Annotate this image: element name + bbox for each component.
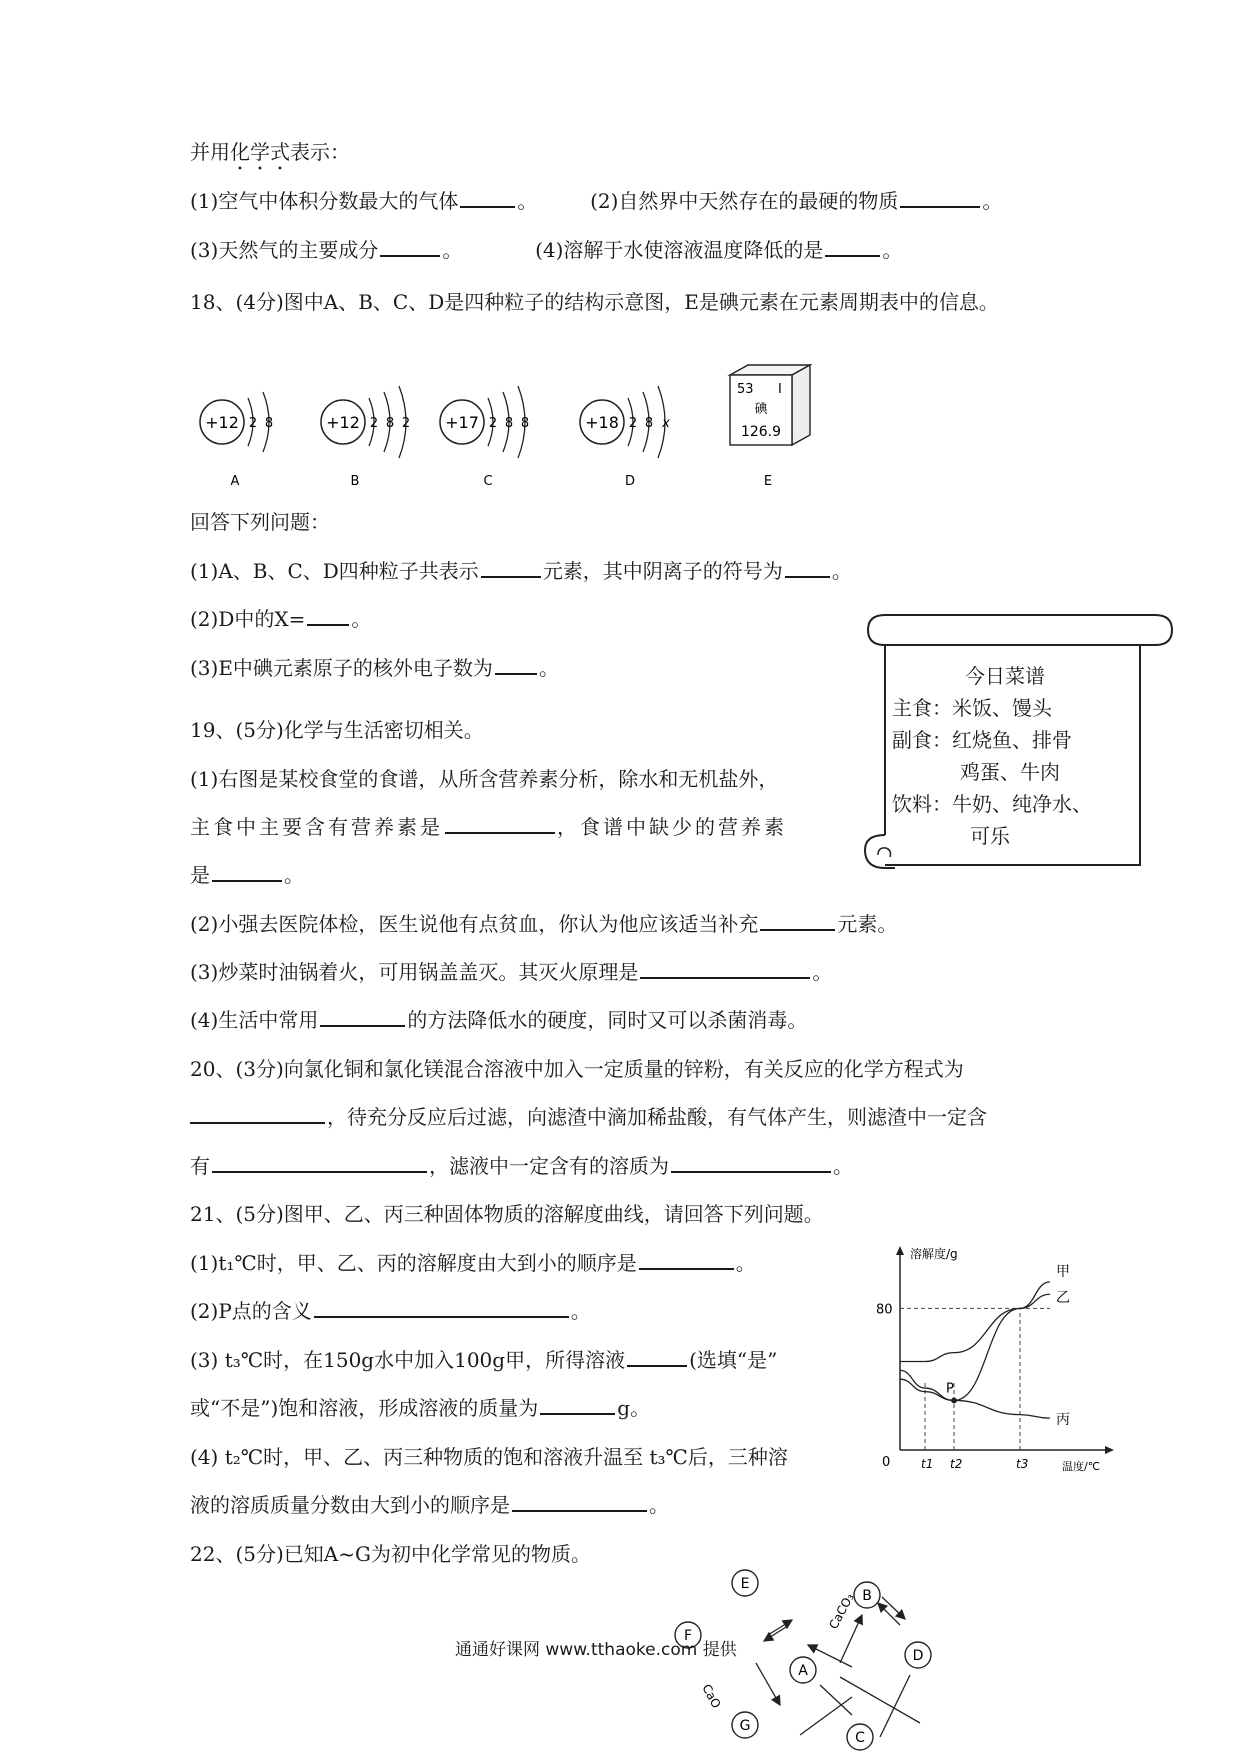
svg-text:8: 8	[504, 416, 514, 431]
answer-blank[interactable]	[495, 655, 537, 675]
solubility-chart	[870, 1240, 1120, 1480]
arrow-e-f	[764, 1627, 786, 1641]
arrow-b-d	[882, 1597, 905, 1619]
q18-stem: 18、(4分)图中A、B、C、D是四种粒子的结构示意图，E是碘元素在元素周期表中的信息。	[190, 290, 999, 314]
q19-part1-line3: 是 。	[190, 863, 304, 887]
q22-stem: 22、(5分)已知A~G为初中化学常见的物质。	[190, 1542, 591, 1566]
svg-text:53: 53	[737, 382, 754, 397]
node-d	[905, 1642, 931, 1668]
svg-text:8: 8	[385, 416, 395, 431]
atom-diagram-b	[321, 386, 410, 489]
svg-text:I: I	[778, 382, 782, 397]
svg-text:E: E	[763, 474, 773, 489]
answer-blank[interactable]	[540, 1395, 615, 1415]
q19-stem: 19、(5分)化学与生活密切相关。	[190, 718, 484, 742]
answer-blank[interactable]	[627, 1347, 687, 1367]
answer-blank[interactable]	[320, 1007, 405, 1027]
label-caco3: CaCO₃	[826, 1590, 857, 1632]
answer-blank[interactable]	[512, 1492, 647, 1512]
answer-blank[interactable]	[640, 959, 810, 979]
link-g-a	[800, 1697, 852, 1735]
answer-blank[interactable]	[639, 1250, 734, 1270]
svg-text:+12: +12	[205, 413, 239, 432]
svg-text:+12: +12	[326, 413, 360, 432]
answer-blank[interactable]	[314, 1298, 569, 1318]
q17-line2: (3)天然气的主要成分 。 (4)溶解于水使溶液温度降低的是 。	[190, 238, 903, 262]
q19-part3: (3)炒菜时油锅着火，可用锅盖盖灭。其灭火原理是 。	[190, 960, 833, 984]
q21-part3-line1: (3) t₃℃时，在150g水中加入100g甲，所得溶液 (选填“是”	[190, 1348, 778, 1372]
svg-text:2: 2	[401, 416, 411, 431]
series-line-2	[900, 1379, 1050, 1418]
node-e-circle	[732, 1570, 758, 1596]
series-label-0: 甲	[1056, 1263, 1070, 1280]
q19-part1-line2: 主食中主要含有营养素是 ，食谱中缺少的营养素	[190, 815, 787, 839]
q20-stem: 20、(3分)向氯化铜和氯化镁混合溶液中加入一定质量的锌粉，有关反应的化学方程式为	[190, 1057, 964, 1081]
answer-blank[interactable]	[481, 558, 541, 578]
atom-diagram-a	[200, 392, 273, 489]
svg-text:2: 2	[488, 416, 498, 431]
q17-line1: (1)空气中体积分数最大的气体 。 (2)自然界中天然存在的最硬的物质 。	[190, 189, 1003, 213]
x-tick-label: t1	[921, 1457, 934, 1471]
substance-relation-diagram	[683, 1575, 1060, 1754]
svg-text:8: 8	[644, 416, 654, 431]
series-label-2: 丙	[1056, 1412, 1070, 1429]
x-tick-label: t3	[1016, 1457, 1029, 1471]
menu-row: 主食：米饭、馒头	[892, 696, 1052, 720]
x-tick-label: t2	[950, 1457, 963, 1471]
point-p-label: P	[946, 1381, 954, 1397]
q19-part2: (2)小强去医院体检，医生说他有点贫血，你认为他应该适当补充 元素。	[190, 912, 898, 936]
q21-part2: (2)P点的含义 。	[190, 1299, 591, 1323]
series-label-1: 乙	[1056, 1290, 1070, 1307]
svg-text:G: G	[739, 1718, 751, 1734]
footer-source: 通通好课网 www.tthaoke.com 提供	[455, 1640, 737, 1660]
svg-text:126.9: 126.9	[740, 424, 782, 440]
node-g	[732, 1712, 758, 1738]
q21-part4-line1: (4) t₂℃时，甲、乙、丙三种物质的饱和溶液升温至 t₃℃后，三种溶	[190, 1445, 788, 1469]
q19-part1-line1: (1)右图是某校食堂的食谱，从所含营养素分析，除水和无机盐外，	[190, 767, 779, 791]
svg-text:2: 2	[248, 416, 258, 431]
menu-row: 副食：红烧鱼、排骨	[892, 728, 1072, 752]
series-line-1	[900, 1294, 1050, 1361]
arrow-d-b	[878, 1603, 900, 1625]
answer-blank[interactable]	[460, 188, 515, 208]
arrow-f-g	[756, 1663, 780, 1705]
svg-text:碘: 碘	[754, 402, 768, 417]
svg-text:2: 2	[369, 416, 379, 431]
node-c	[847, 1724, 873, 1750]
svg-text:x: x	[662, 416, 670, 431]
q21-part4-line2: 液的溶质质量分数由大到小的顺序是 。	[190, 1493, 669, 1517]
atom-diagram-c	[440, 386, 529, 489]
menu-row: 可乐	[970, 824, 1010, 848]
q21-part3-line2: 或“不是”)饱和溶液，形成溶液的质量为 g。	[190, 1396, 651, 1420]
intro-before: 并用	[190, 140, 230, 164]
menu-title: 今日菜谱	[965, 664, 1045, 688]
x-axis-label: 温度/℃	[1062, 1460, 1101, 1473]
svg-text:2: 2	[628, 416, 638, 431]
series-line-0	[900, 1282, 1050, 1401]
y-tick-label: 80	[876, 1302, 893, 1318]
svg-text:A: A	[230, 474, 240, 489]
svg-text:C: C	[855, 1730, 865, 1746]
q18-part1: (1)A、B、C、D四种粒子共表示 元素，其中阴离子的符号为 。	[190, 559, 852, 583]
link-c-d	[880, 1675, 910, 1737]
q18-part2: (2)D中的X= 。	[190, 607, 372, 631]
svg-text:F: F	[683, 1628, 693, 1644]
svg-text:D: D	[624, 474, 636, 489]
svg-text:8: 8	[520, 416, 530, 431]
answer-blank[interactable]	[190, 1104, 325, 1124]
answer-blank[interactable]	[212, 862, 282, 882]
svg-text:A: A	[798, 1663, 808, 1679]
atom-diagram-d	[580, 386, 670, 489]
svg-text:B: B	[862, 1588, 872, 1604]
link-a-g	[840, 1677, 920, 1723]
answer-blank[interactable]	[212, 1153, 427, 1173]
svg-text:D: D	[912, 1648, 924, 1664]
origin-label: 0	[882, 1455, 891, 1470]
answer-blank[interactable]	[825, 237, 880, 257]
q18-answer-intro: 回答下列问题：	[190, 510, 330, 534]
answer-blank[interactable]	[445, 814, 555, 834]
answer-blank[interactable]	[671, 1153, 831, 1173]
answer-blank[interactable]	[785, 558, 830, 578]
node-b	[854, 1582, 880, 1608]
element-cell-iodine	[730, 365, 810, 489]
intro-dotted: 化学式	[230, 140, 290, 164]
intersection-point-p	[951, 1397, 957, 1403]
q21-stem: 21、(5分)图甲、乙、丙三种固体物质的溶解度曲线，请回答下列问题。	[190, 1202, 824, 1226]
q21-part1: (1)t₁℃时，甲、乙、丙的溶解度由大到小的顺序是 。	[190, 1251, 756, 1275]
arrow-f-e	[768, 1620, 792, 1635]
q19-part4: (4)生活中常用 的方法降低水的硬度，同时又可以杀菌消毒。	[190, 1008, 808, 1032]
label-cao: CaO	[699, 1681, 724, 1711]
q20-line3: 有 ，滤液中一定含有的溶质为 。	[190, 1154, 853, 1178]
svg-text:+18: +18	[585, 413, 619, 432]
node-a	[790, 1657, 816, 1683]
svg-text:E: E	[740, 1576, 750, 1592]
intro-line	[190, 138, 350, 175]
menu-scroll	[850, 610, 1180, 878]
answer-blank[interactable]	[760, 911, 835, 931]
svg-text:B: B	[350, 474, 360, 489]
intro-after: 表示：	[290, 140, 350, 164]
q20-line2: ，待充分反应后过滤，向滤渣中滴加稀盐酸，有气体产生，则滤渣中一定含	[190, 1103, 987, 1131]
answer-blank[interactable]	[380, 237, 440, 257]
y-axis-label: 溶解度/g	[910, 1247, 958, 1261]
q18-part3: (3)E中碘元素原子的核外电子数为 。	[190, 656, 559, 680]
menu-row: 饮料：牛奶、纯净水、	[892, 792, 1092, 816]
answer-blank[interactable]	[307, 606, 349, 626]
svg-text:8: 8	[264, 416, 274, 431]
menu-row: 鸡蛋、牛肉	[960, 760, 1060, 784]
atom-structure-figure	[190, 360, 840, 495]
svg-text:C: C	[483, 474, 493, 489]
answer-blank[interactable]	[900, 188, 980, 208]
chart-axes	[896, 1246, 1114, 1454]
svg-text:+17: +17	[445, 413, 479, 432]
